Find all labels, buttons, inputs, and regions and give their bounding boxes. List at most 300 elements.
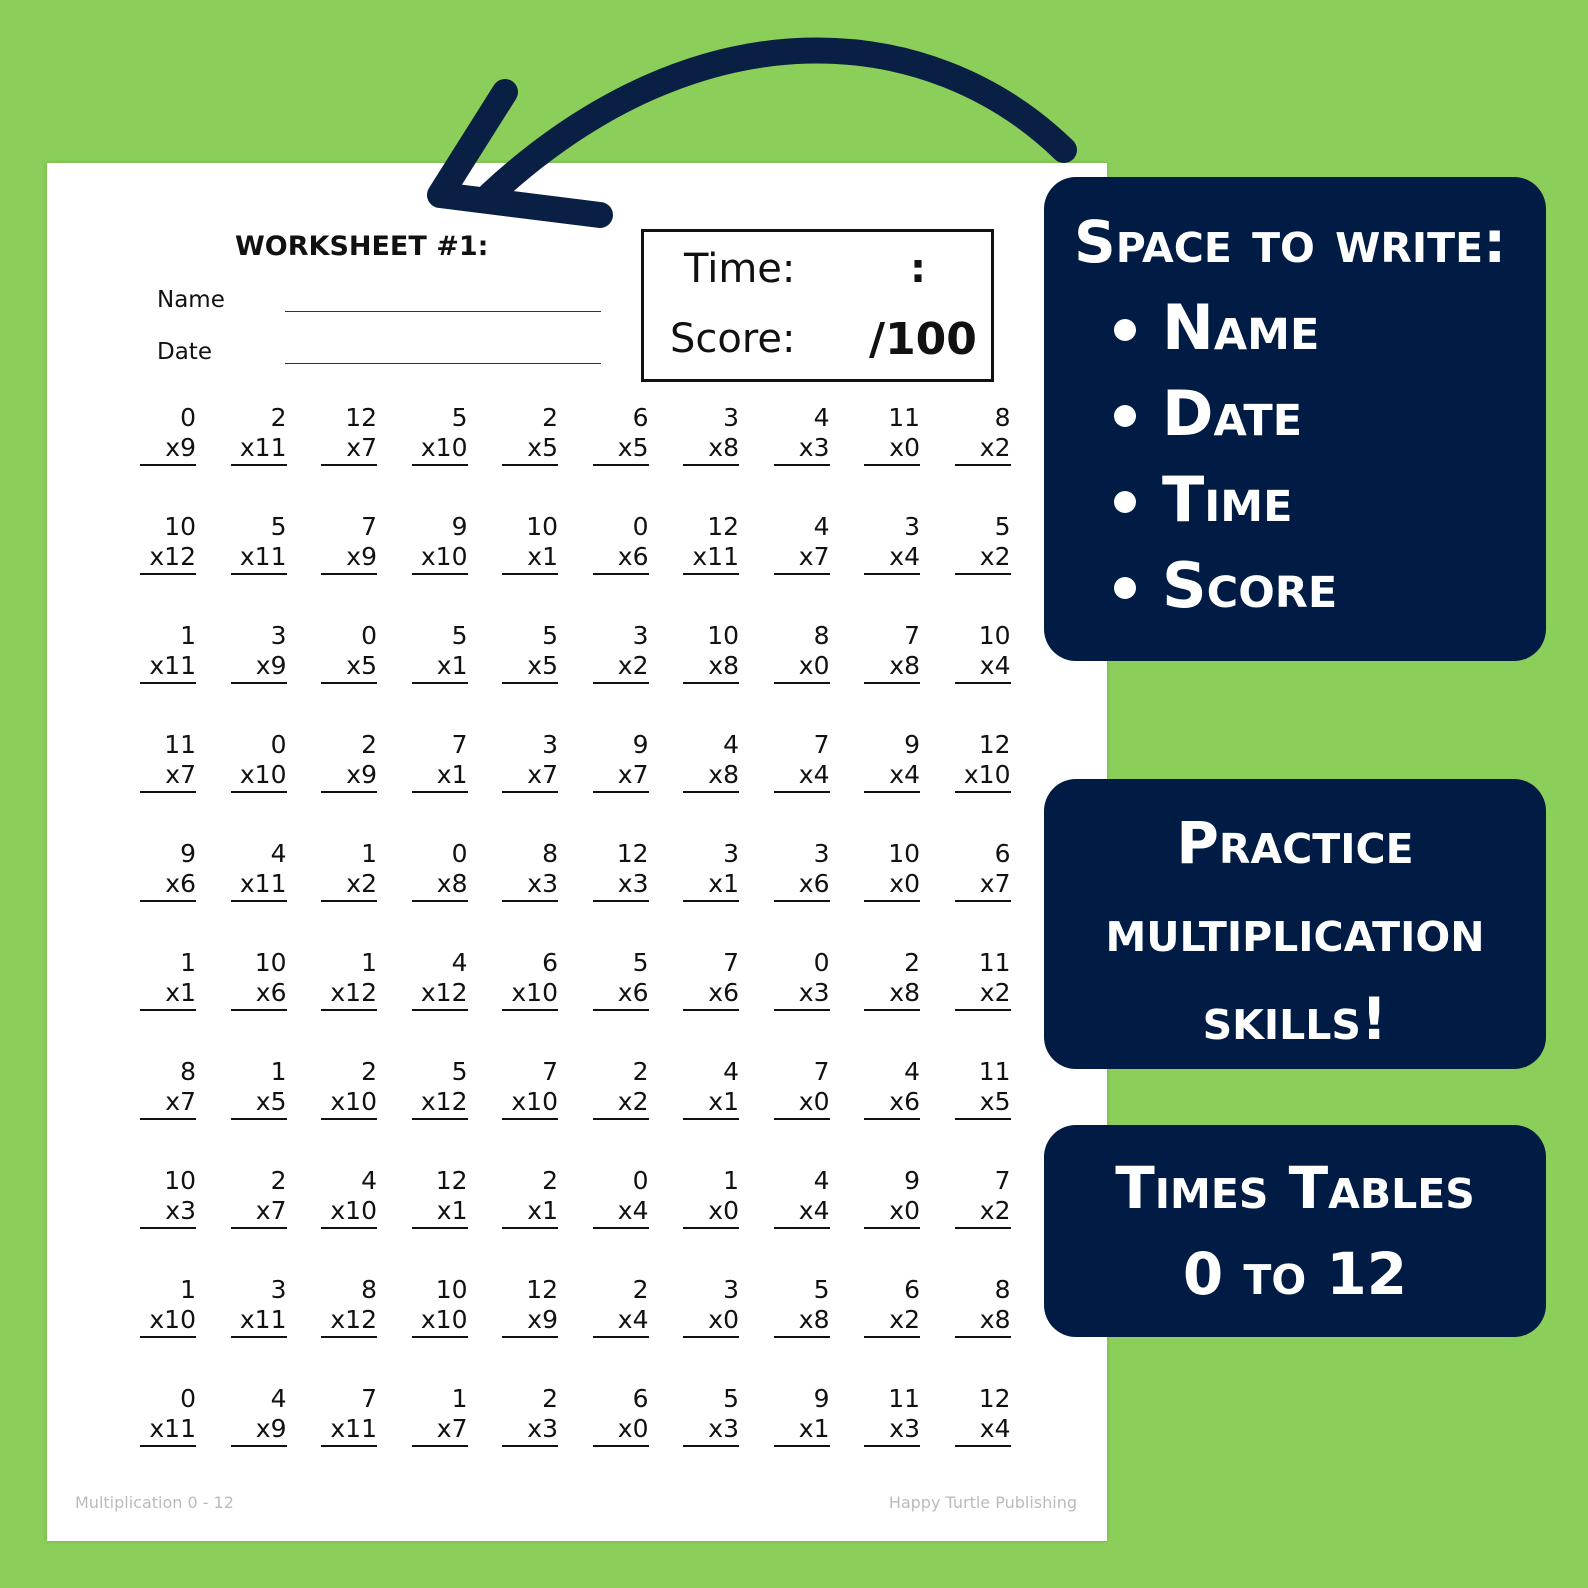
problem-bottom: x7 [412, 1414, 468, 1447]
problem-bottom: x3 [140, 1196, 196, 1229]
problem [683, 403, 739, 466]
problem [774, 1057, 830, 1120]
problem-bottom: x8 [955, 1305, 1011, 1338]
problem-top: 4 [723, 730, 739, 759]
problem-top: 3 [813, 839, 830, 868]
problem [140, 621, 196, 684]
problem [412, 1057, 468, 1120]
problem-bottom: x7 [140, 760, 196, 793]
problem [683, 1166, 739, 1229]
problem-top: 4 [361, 1166, 377, 1195]
problem-bottom: x6 [774, 869, 830, 902]
problem-top: 1 [451, 1384, 468, 1413]
problem-bottom: x1 [140, 978, 196, 1011]
problem-top: 2 [542, 403, 558, 432]
problem-bottom: x11 [140, 1414, 196, 1447]
problem-top: 0 [632, 1166, 649, 1195]
problem-bottom: x4 [774, 1196, 830, 1229]
problem-top: 3 [723, 839, 739, 868]
problem-top: 10 [707, 621, 739, 650]
problem-top: 10 [978, 621, 1011, 650]
problem [321, 1057, 377, 1120]
problem-bottom: x12 [140, 542, 196, 575]
problem-bottom: x1 [412, 760, 468, 793]
problem-top: 5 [813, 1275, 830, 1304]
problem-top: 1 [723, 1166, 739, 1195]
problem-bottom: x1 [412, 651, 468, 684]
problem [864, 730, 920, 793]
problem-top: 2 [542, 1384, 558, 1413]
problem-bottom: x5 [502, 433, 558, 466]
problem-top: 3 [723, 403, 739, 432]
problem [502, 1166, 558, 1229]
problem-top: 7 [361, 512, 377, 541]
problem-bottom: x7 [321, 433, 377, 466]
problem-top: 11 [888, 1384, 920, 1413]
problem [412, 512, 468, 575]
write-items-list [1074, 285, 1546, 629]
problem-top: 5 [270, 512, 287, 541]
problem-bottom: x10 [231, 760, 287, 793]
problem-bottom: x7 [231, 1196, 287, 1229]
problem [955, 1384, 1011, 1447]
problem [955, 621, 1011, 684]
name-label: Name [157, 287, 225, 313]
problem [593, 1275, 649, 1338]
problem [321, 1384, 377, 1447]
problem [864, 1275, 920, 1338]
write-item-label: Time [1162, 463, 1293, 536]
problem-top: 8 [180, 1057, 196, 1086]
problem-top: 2 [270, 403, 287, 432]
problem [864, 1384, 920, 1447]
problem-bottom: x5 [955, 1087, 1011, 1120]
problem [955, 948, 1011, 1011]
problem [321, 730, 377, 793]
problem [683, 1384, 739, 1447]
problem [955, 403, 1011, 466]
bullet-icon [1114, 577, 1136, 599]
worksheet-title: WORKSHEET #1: [235, 231, 489, 262]
panel-space-to-write [1044, 177, 1546, 661]
tables-line: 0 to 12 [1182, 1240, 1408, 1308]
problem [593, 948, 649, 1011]
problem [231, 512, 287, 575]
problem-top: 7 [542, 1057, 558, 1086]
problem-top: 7 [723, 948, 739, 977]
problem-bottom: x12 [412, 978, 468, 1011]
problem-bottom: x7 [140, 1087, 196, 1120]
problem-bottom: x7 [955, 869, 1011, 902]
bullet-icon [1114, 491, 1136, 513]
problem-bottom: x8 [412, 869, 468, 902]
problem-bottom: x6 [140, 869, 196, 902]
problem-top: 1 [270, 1057, 287, 1086]
problem [231, 839, 287, 902]
problem-bottom: x11 [321, 1414, 377, 1447]
problem-bottom: x0 [683, 1196, 739, 1229]
problem-top: 6 [904, 1275, 920, 1304]
problem [140, 730, 196, 793]
problem [955, 839, 1011, 902]
problem-bottom: x0 [864, 869, 920, 902]
problem-bottom: x0 [774, 1087, 830, 1120]
problem-top: 1 [180, 621, 196, 650]
problem-top: 12 [978, 730, 1011, 759]
problem-bottom: x11 [140, 651, 196, 684]
problem-bottom: x2 [321, 869, 377, 902]
problem-bottom: x5 [321, 651, 377, 684]
problem-top: 9 [451, 512, 468, 541]
problem-top: 4 [904, 1057, 920, 1086]
problem-bottom: x9 [140, 433, 196, 466]
problem-top: 10 [435, 1275, 468, 1304]
problem-top: 1 [180, 1275, 196, 1304]
problem [140, 403, 196, 466]
problem-bottom: x10 [955, 760, 1011, 793]
problem-bottom: x1 [502, 1196, 558, 1229]
problem-top: 3 [632, 621, 649, 650]
problem-top: 9 [632, 730, 649, 759]
problem-bottom: x8 [864, 978, 920, 1011]
problem [231, 1384, 287, 1447]
problem-bottom: x0 [864, 433, 920, 466]
problem-top: 3 [270, 1275, 287, 1304]
problem [683, 730, 739, 793]
problem-bottom: x4 [864, 760, 920, 793]
problem-top: 2 [632, 1275, 649, 1304]
practice-line: skills! [1202, 985, 1388, 1053]
problem-bottom: x9 [231, 651, 287, 684]
problem-top: 0 [451, 839, 468, 868]
write-item-label: Date [1162, 377, 1303, 450]
panel-times-tables [1044, 1125, 1546, 1337]
problem [593, 1384, 649, 1447]
problem [412, 730, 468, 793]
problem [321, 1275, 377, 1338]
problem-top: 5 [632, 948, 649, 977]
problem [502, 512, 558, 575]
problem-top: 12 [707, 512, 739, 541]
problem-bottom: x1 [412, 1196, 468, 1229]
tables-line: Times Tables [1115, 1154, 1475, 1222]
problem-bottom: x3 [683, 1414, 739, 1447]
problem [140, 512, 196, 575]
problem [774, 839, 830, 902]
problem-top: 12 [526, 1275, 558, 1304]
problem-top: 11 [978, 1057, 1011, 1086]
problem-bottom: x12 [412, 1087, 468, 1120]
problem [412, 403, 468, 466]
problem-bottom: x10 [502, 1087, 558, 1120]
problem-top: 8 [361, 1275, 377, 1304]
problem-top: 4 [270, 1384, 287, 1413]
name-field [157, 287, 235, 313]
problem [502, 1275, 558, 1338]
problem-top: 3 [542, 730, 558, 759]
problem-bottom: x2 [864, 1305, 920, 1338]
problem-top: 5 [542, 621, 558, 650]
problem-top: 2 [904, 948, 920, 977]
problem [593, 512, 649, 575]
problem-bottom: x8 [864, 651, 920, 684]
problem-top: 11 [978, 948, 1011, 977]
problem-top: 0 [632, 512, 649, 541]
problem-top: 9 [904, 730, 920, 759]
problem-top: 12 [435, 1166, 468, 1195]
score-max: /100 [869, 314, 977, 365]
problem-bottom: x1 [502, 542, 558, 575]
problem-bottom: x5 [593, 433, 649, 466]
problem-bottom: x10 [321, 1087, 377, 1120]
date-field [157, 339, 235, 365]
problem-top: 7 [451, 730, 468, 759]
problem-bottom: x3 [774, 433, 830, 466]
problem-top: 12 [616, 839, 649, 868]
problem-top: 5 [451, 403, 468, 432]
problem-top: 0 [180, 1384, 196, 1413]
problem-top: 1 [361, 948, 377, 977]
date-label: Date [157, 339, 212, 365]
problem-top: 2 [361, 1057, 377, 1086]
problem-top: 6 [994, 839, 1011, 868]
problem-top: 0 [813, 948, 830, 977]
time-label: Time: [684, 246, 796, 292]
problem [593, 403, 649, 466]
problem-top: 7 [361, 1384, 377, 1413]
problem-bottom: x3 [502, 869, 558, 902]
problem [412, 1384, 468, 1447]
panel-write-heading: Space to write: [1074, 208, 1507, 276]
practice-line: Practice [1176, 809, 1414, 877]
footer-left: Multiplication 0 - 12 [75, 1493, 234, 1512]
problem-bottom: x9 [321, 760, 377, 793]
problem-bottom: x6 [593, 542, 649, 575]
problem [864, 948, 920, 1011]
problem-bottom: x5 [502, 651, 558, 684]
problem-bottom: x7 [502, 760, 558, 793]
problem-bottom: x6 [593, 978, 649, 1011]
problem-top: 1 [180, 948, 196, 977]
problem-top: 4 [813, 1166, 830, 1195]
problem-bottom: x7 [774, 542, 830, 575]
write-item [1162, 543, 1546, 629]
problem-bottom: x9 [502, 1305, 558, 1338]
problem [502, 621, 558, 684]
problem-top: 4 [813, 512, 830, 541]
write-item [1162, 285, 1546, 371]
problem-bottom: x8 [683, 651, 739, 684]
score-label: Score: [670, 316, 796, 362]
problem [683, 1275, 739, 1338]
problem-bottom: x12 [321, 978, 377, 1011]
problem-bottom: x9 [231, 1414, 287, 1447]
problem-top: 0 [361, 621, 377, 650]
problem [683, 948, 739, 1011]
problem-top: 4 [451, 948, 468, 977]
problem-bottom: x2 [593, 1087, 649, 1120]
problem-top: 10 [254, 948, 287, 977]
problem-bottom: x1 [683, 869, 739, 902]
problem [231, 1275, 287, 1338]
problem [774, 1275, 830, 1338]
problem-bottom: x2 [955, 542, 1011, 575]
problem [864, 839, 920, 902]
problem [864, 1166, 920, 1229]
problem [140, 1166, 196, 1229]
time-score-box [641, 229, 994, 382]
problem-bottom: x10 [412, 1305, 468, 1338]
problem-bottom: x2 [593, 651, 649, 684]
problem-bottom: x5 [231, 1087, 287, 1120]
problem-bottom: x8 [683, 433, 739, 466]
problem [412, 948, 468, 1011]
problem-bottom: x2 [955, 978, 1011, 1011]
problem [593, 839, 649, 902]
problem [321, 1166, 377, 1229]
problem-top: 9 [904, 1166, 920, 1195]
problem-top: 4 [723, 1057, 739, 1086]
problem-top: 8 [994, 1275, 1011, 1304]
problem-bottom: x4 [955, 1414, 1011, 1447]
problem [140, 948, 196, 1011]
problem-top: 3 [723, 1275, 739, 1304]
problem [593, 1057, 649, 1120]
problem [140, 1384, 196, 1447]
problem-bottom: x1 [774, 1414, 830, 1447]
problem-bottom: x0 [774, 651, 830, 684]
problem [774, 730, 830, 793]
problem [412, 621, 468, 684]
problem [955, 512, 1011, 575]
problem-bottom: x4 [593, 1196, 649, 1229]
problem-top: 12 [978, 1384, 1011, 1413]
problem-top: 3 [270, 621, 287, 650]
problem-bottom: x10 [412, 433, 468, 466]
problem-top: 2 [361, 730, 377, 759]
problem-bottom: x6 [864, 1087, 920, 1120]
problem-top: 10 [526, 512, 558, 541]
problem-bottom: x9 [321, 542, 377, 575]
problem-bottom: x0 [593, 1414, 649, 1447]
problem-bottom: x10 [502, 978, 558, 1011]
problem [231, 621, 287, 684]
problem-top: 11 [888, 403, 920, 432]
problem-top: 7 [813, 1057, 830, 1086]
problem-top: 10 [164, 512, 196, 541]
problem-bottom: x2 [955, 1196, 1011, 1229]
problem-bottom: x11 [683, 542, 739, 575]
worksheet-page [47, 163, 1107, 1541]
problem-top: 4 [270, 839, 287, 868]
problem-bottom: x3 [864, 1414, 920, 1447]
problem-top: 6 [632, 403, 649, 432]
date-line [285, 363, 601, 364]
problem-bottom: x3 [593, 869, 649, 902]
problem-top: 2 [542, 1166, 558, 1195]
problem-top: 6 [542, 948, 558, 977]
problem-bottom: x11 [231, 433, 287, 466]
problem-top: 2 [632, 1057, 649, 1086]
problem-bottom: x3 [502, 1414, 558, 1447]
problem [683, 839, 739, 902]
problem [774, 403, 830, 466]
problem-top: 10 [164, 1166, 196, 1195]
problem [321, 512, 377, 575]
problem [774, 512, 830, 575]
problem [412, 1275, 468, 1338]
problem-top: 10 [888, 839, 920, 868]
problem [321, 621, 377, 684]
write-item [1162, 457, 1546, 543]
problem [502, 948, 558, 1011]
problem [321, 839, 377, 902]
bullet-icon [1114, 405, 1136, 427]
problem [864, 512, 920, 575]
problem-bottom: x11 [231, 1305, 287, 1338]
problem-top: 5 [451, 1057, 468, 1086]
problem-top: 3 [904, 512, 920, 541]
problem-top: 5 [451, 621, 468, 650]
problem [502, 730, 558, 793]
problem [683, 1057, 739, 1120]
problem [502, 1057, 558, 1120]
problem-top: 5 [723, 1384, 739, 1413]
problem-top: 8 [542, 839, 558, 868]
problem [412, 839, 468, 902]
problem [321, 403, 377, 466]
problem [140, 839, 196, 902]
problem-bottom: x12 [321, 1305, 377, 1338]
time-colon: : [910, 246, 926, 292]
problem [955, 1057, 1011, 1120]
problem-bottom: x4 [774, 760, 830, 793]
problem-top: 0 [270, 730, 287, 759]
problem-bottom: x4 [955, 651, 1011, 684]
problem [321, 948, 377, 1011]
problem [774, 621, 830, 684]
problem-top: 0 [180, 403, 196, 432]
problem-bottom: x6 [231, 978, 287, 1011]
problem [683, 512, 739, 575]
practice-line: multiplication [1105, 897, 1485, 965]
panel-practice [1044, 779, 1546, 1069]
problem [231, 1166, 287, 1229]
problem-top: 12 [345, 403, 377, 432]
problem-top: 2 [270, 1166, 287, 1195]
problem-bottom: x0 [864, 1196, 920, 1229]
problem [683, 621, 739, 684]
problem [502, 1384, 558, 1447]
problem-bottom: x3 [774, 978, 830, 1011]
problem-bottom: x2 [955, 433, 1011, 466]
problem-top: 7 [994, 1166, 1011, 1195]
problem-bottom: x7 [593, 760, 649, 793]
problem [502, 403, 558, 466]
problem-top: 9 [813, 1384, 830, 1413]
problem-bottom: x6 [683, 978, 739, 1011]
problem-top: 1 [361, 839, 377, 868]
problem-bottom: x10 [321, 1196, 377, 1229]
problem [231, 403, 287, 466]
problem-bottom: x4 [864, 542, 920, 575]
footer-right: Happy Turtle Publishing [888, 1493, 1077, 1512]
problem-bottom: x4 [593, 1305, 649, 1338]
problem [955, 1275, 1011, 1338]
problem [502, 839, 558, 902]
problem-top: 8 [994, 403, 1011, 432]
problem-top: 11 [164, 730, 196, 759]
